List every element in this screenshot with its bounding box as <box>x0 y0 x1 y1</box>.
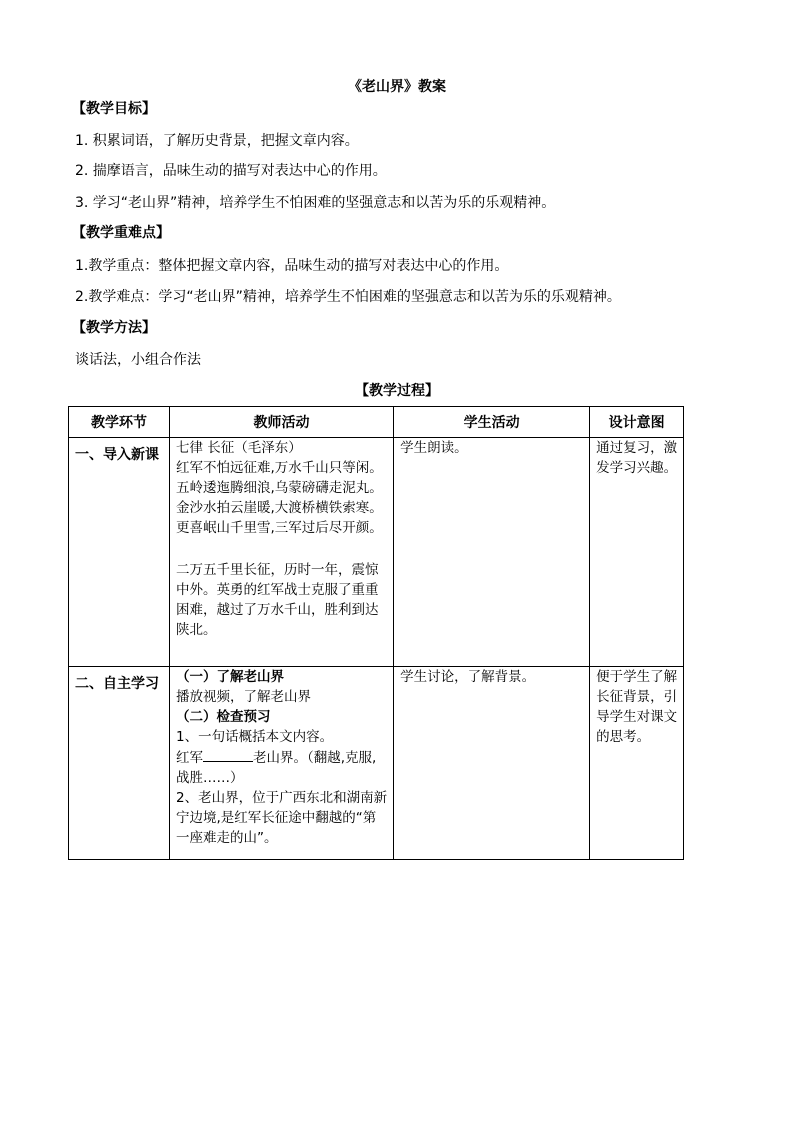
design-intent-cell <box>590 438 684 667</box>
table-row <box>69 438 684 667</box>
poem-line: 更喜岷山千里雪,三军过后尽开颜。 <box>176 520 383 536</box>
table-header-row <box>69 407 684 438</box>
text-line: 播放视频，了解老山界 <box>176 689 311 705</box>
text-line: 陕北。 <box>176 622 217 638</box>
phase-cell: 二、自主学习 <box>69 667 170 860</box>
section-heading-methods: 【教学方法】 <box>72 320 156 336</box>
teacher-activity-cell <box>170 438 394 667</box>
blank-underline <box>203 747 253 762</box>
text-line: 学生朗读。 <box>400 440 468 456</box>
subheading: （二）检查预习 <box>176 709 271 725</box>
text-line: 的思考。 <box>596 729 651 745</box>
poem-line: 五岭逶迤腾细浪,乌蒙磅礴走泥丸。 <box>176 480 383 496</box>
column-header: 设计意图 <box>590 407 684 438</box>
text-segment: 老山界。（翻越,克服, <box>253 750 377 766</box>
text-line: 便于学生了解 <box>596 669 678 685</box>
poem-title: 七律 长征（毛泽东） <box>176 440 302 456</box>
text-segment: 红军 <box>176 750 203 766</box>
text-line: 二万五千里长征，历时一年，震惊 <box>176 562 379 578</box>
text-line: 宁边境,是红军长征途中翻越的“第 <box>176 810 377 826</box>
objective-line: 3. 学习“老山界”精神，培养学生不怕困难的坚强意志和以苦为乐的乐观精神。 <box>75 195 556 211</box>
design-intent-cell <box>590 667 684 860</box>
poem-line: 金沙水拍云崖暖,大渡桥横铁索寒。 <box>176 500 383 516</box>
objective-line: 1. 积累词语，了解历史背景，把握文章内容。 <box>75 133 359 149</box>
text-line: 导学生对课文 <box>596 709 678 725</box>
text-line: 发学习兴趣。 <box>596 460 678 476</box>
text-line: 长征背景，引 <box>596 689 678 705</box>
poem-line: 红军不怕远征难,万水千山只等闲。 <box>176 460 383 476</box>
table-row <box>69 667 684 860</box>
method-line: 谈话法，小组合作法 <box>75 352 201 368</box>
text-line: 困难，越过了万水千山，胜利到达 <box>176 602 379 618</box>
column-header: 教师活动 <box>170 407 394 438</box>
subheading: （一）了解老山界 <box>176 669 284 685</box>
text-line: 通过复习，激 <box>596 440 678 456</box>
text-line: 中外。英勇的红军战士克服了重重 <box>176 582 379 598</box>
key-point-line: 2.教学难点：学习“老山界”精神，培养学生不怕困难的坚强意志和以苦为乐的乐观精神。 <box>75 289 621 305</box>
process-title: 【教学过程】 <box>355 383 439 399</box>
text-line: 1、一句话概括本文内容。 <box>176 729 334 745</box>
text-line: 战胜……） <box>176 770 244 786</box>
text-line: 一座难走的山”。 <box>176 830 278 846</box>
phase-cell: 一、导入新课 <box>69 438 170 667</box>
student-activity-cell <box>394 667 590 860</box>
document-title: 《老山界》教案 <box>348 79 446 95</box>
lesson-process-table <box>68 406 684 860</box>
spacer <box>176 538 387 560</box>
section-heading-key-points: 【教学重难点】 <box>72 225 170 241</box>
column-header: 教学环节 <box>69 407 170 438</box>
column-header: 学生活动 <box>394 407 590 438</box>
text-line: 学生讨论，了解背景。 <box>400 669 536 685</box>
student-activity-cell <box>394 438 590 667</box>
objective-line: 2. 揣摩语言，品味生动的描写对表达中心的作用。 <box>75 163 387 179</box>
key-point-line: 1.教学重点：整体把握文章内容，品味生动的描写对表达中心的作用。 <box>75 258 509 274</box>
section-heading-objectives: 【教学目标】 <box>72 101 156 117</box>
teacher-activity-cell <box>170 667 394 860</box>
text-line: 2、老山界，位于广西东北和湖南新 <box>176 790 388 806</box>
fill-in-blank-line <box>176 747 387 768</box>
